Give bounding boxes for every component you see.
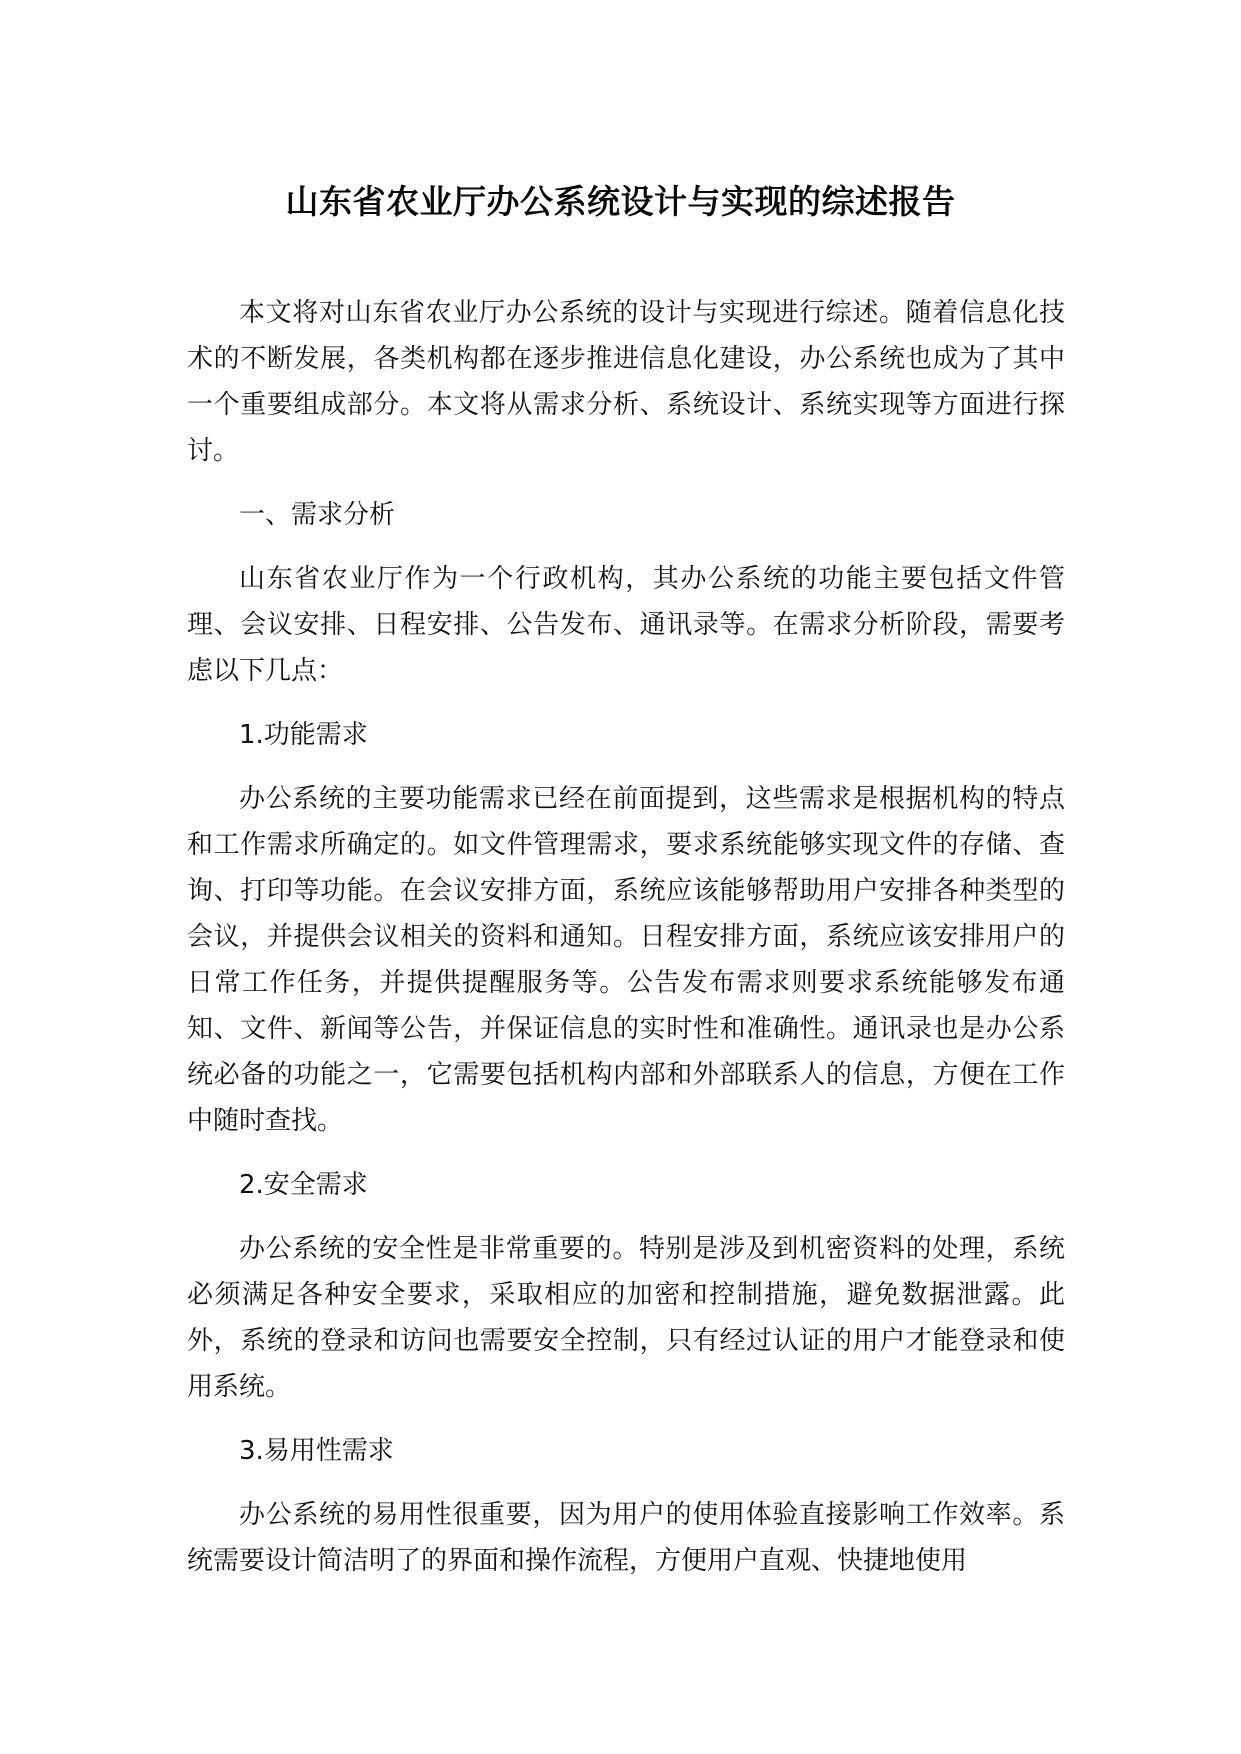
usability-paragraph: 办公系统的易用性很重要，因为用户的使用体验直接影响工作效率。系统需要设计简洁明了的界面和操作流程，方便用户直观、快捷地使用 (187, 1500, 1065, 1576)
requirements-paragraph: 山东省农业厅作为一个行政机构，其办公系统的功能主要包括文件管理、会议安排、日程安排、公告发布、通讯录等。在需求分析阶段，需要考虑以下几点： (187, 564, 1065, 686)
functional-paragraph: 办公系统的主要功能需求已经在前面提到，这些需求是根据机构的特点和工作需求所确定的。如文件管理需求，要求系统能够实现文件的存储、查询、打印等功能。在会议安排方面，系统应该能够帮助用户安排各种类型的会议，并提供会议相关的资料和通知。日程安排方面，系统应该安排用户的日常工作任务，并提供提醒服务等。公告发布需求则要求系统能够发布通知、文件、新闻等公告，并保证信息的实时性和准确性。通讯录也是办公系统必备的功能之一，它需要包括机构内部和外部联系人的信息，方便在工作中随时查找。 (187, 784, 1065, 1136)
document-title: 山东省农业厅办公系统设计与实现的综述报告 (285, 182, 956, 221)
section-heading-requirements: 一、需求分析 (239, 500, 396, 530)
subheading-functional: 1.功能需求 (239, 720, 368, 750)
subheading-usability: 3.易用性需求 (239, 1436, 394, 1466)
subheading-security: 2.安全需求 (239, 1170, 368, 1200)
security-paragraph: 办公系统的安全性是非常重要的。特别是涉及到机密资料的处理，系统必须满足各种安全要求，采取相应的加密和控制措施，避免数据泄露。此外，系统的登录和访问也需要安全控制，只有经过认证的用户才能登录和使用系统。 (187, 1234, 1065, 1402)
document-body (187, 290, 1065, 1584)
intro-paragraph: 本文将对山东省农业厅办公系统的设计与实现进行综述。随着信息化技术的不断发展，各类机构都在逐步推进信息化建设，办公系统也成为了其中一个重要组成部分。本文将从需求分析、系统设计、系统实现等方面进行探讨。 (187, 298, 1065, 466)
